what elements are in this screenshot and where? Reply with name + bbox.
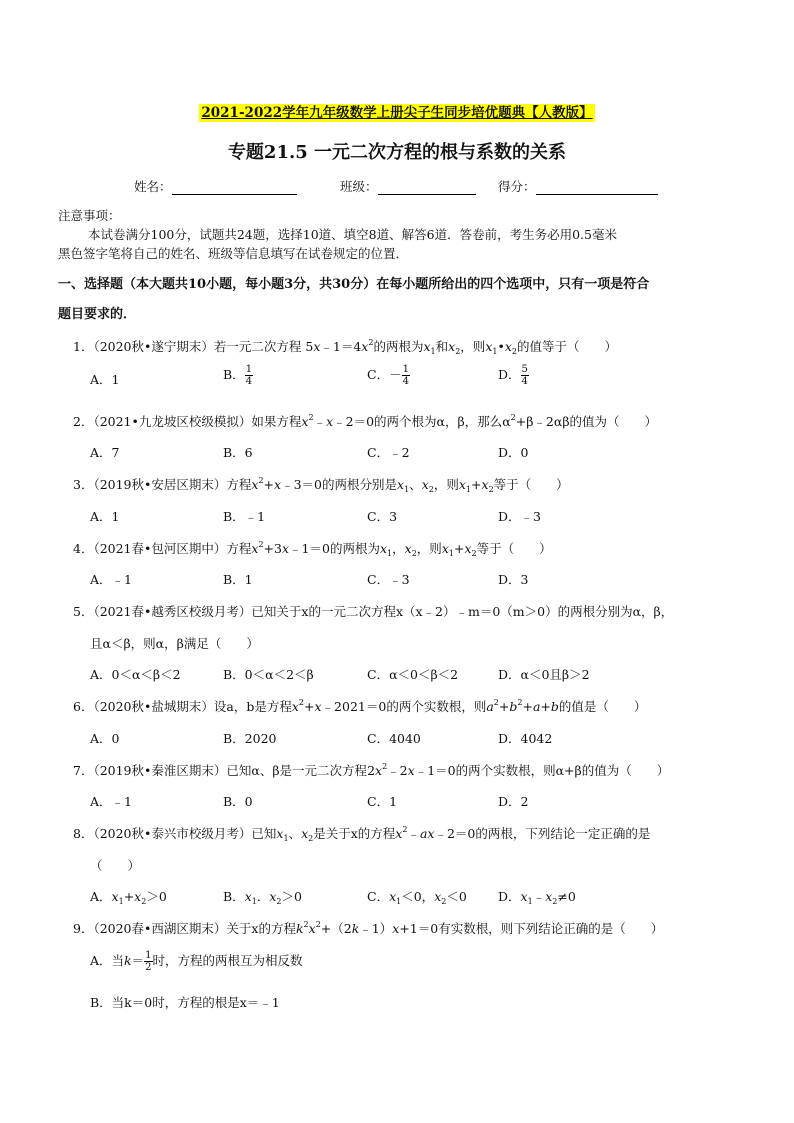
option-b[interactable]: B．2020 [223,731,277,746]
option-a[interactable]: A．0 [90,731,120,746]
option-c[interactable]: C．α＜0＜β＜2 [367,667,459,682]
question-3-options [90,507,750,527]
section-line-2: 题目要求的． [58,307,137,322]
option-a[interactable]: A．﹣1 [90,794,132,809]
section-line-1: 一、选择题（本大题共10小题，每小题3分，共30分）在每小题所给出的四个选项中，只有一项是符合 [58,277,650,292]
question-1: 1．（2020秋•遂宁期末）若一元二次方程 $5x﹣1=4x^2$的两根为$x_1$和$x_2$，则$x_1•x_2$的值等于（ ） [73,338,618,356]
question-8: 8．（2020秋•泰兴市校级月考）已知$x_1$、$x_2$是关于x的方程$x^2﹣ax﹣2=0$的两根，下列结论一定正确的是 [73,825,651,843]
question-9-option-a[interactable]: A．当k＝ $\frac{1}{2}$ 时，方程的两根互为相反数 [90,950,303,973]
option-c[interactable]: C．4040 [367,731,421,746]
option-c[interactable]: C．3 [367,509,398,524]
option-a[interactable]: A．7 [90,445,120,460]
name-label: 姓名： [134,179,172,194]
option-a[interactable]: A．﹣1 [90,572,132,587]
option-c[interactable]: C．﹣3 [367,572,410,587]
question-5-options [90,665,750,685]
option-d[interactable]: D．2 [498,794,529,809]
option-d[interactable]: D．4042 [498,731,553,746]
question-5-line-2: 且α＜β，则α，β满足（ ） [90,636,259,651]
question-8-options [90,887,750,907]
option-b[interactable]: B．1 [223,572,253,587]
option-b[interactable]: B． $\frac{1}{4}$ [223,364,253,387]
option-d[interactable]: D．﹣3 [498,509,541,524]
option-b[interactable]: B．$x_1$．$x_2>0$ [223,889,302,906]
name-field[interactable] [134,177,297,195]
option-d[interactable]: D． $\frac{5}{4}$ [498,364,528,387]
class-blank[interactable] [378,180,476,195]
notice-line-1: 本试卷满分100分，试题共24题，选择10道、填空8道、解答6道．答卷前，考生务必用0.5毫米 [88,227,617,242]
question-6-options [90,729,750,749]
question-4-options [90,570,750,590]
document-header [0,101,794,121]
question-8-line-2: （ ） [90,858,141,873]
option-d[interactable]: D．$x_1﹣x_2\ne 0$ [498,889,576,906]
section-heading [58,270,748,330]
equation: $5x﹣1=4x^2$ [305,338,374,354]
option-c[interactable]: C．－ $\frac{1}{4}$ [367,364,409,387]
option-a[interactable]: A．$x_1+x_2>0$ [90,889,167,906]
score-label: 得分： [498,179,536,194]
option-d[interactable]: D．α＜0且β＞2 [498,667,590,682]
option-d[interactable]: D．0 [498,445,529,460]
notice-heading: 注意事项： [58,208,121,223]
class-field[interactable] [340,177,476,195]
question-2: 2．（2021•九龙坡区校级模拟）如果方程$x^2﹣x﹣2=0$的两个根为α，β，那么$\alpha^2+\beta﹣2\alpha\beta$的值为（ ） [73,413,658,429]
score-blank[interactable] [536,180,658,195]
question-3: 3．（2019秋•安居区期末）方程$x^2+x﹣3=0$的两根分别是$x_1$、$x_2$，则$x_1+x_2$等于（ ） [73,476,569,494]
option-b[interactable]: B．0 [223,794,253,809]
score-field[interactable] [498,177,658,195]
class-label: 班级： [340,179,378,194]
option-d[interactable]: D．3 [498,572,529,587]
option-b[interactable]: B．0＜α＜2＜β [223,667,314,682]
notice-line-2: 黑色签字笔将自己的姓名、班级等信息填写在试卷规定的位置． [58,246,409,261]
option-a[interactable]: A．1 [90,509,120,524]
question-7-options [90,792,750,812]
question-9-option-b[interactable]: B．当k＝0时，方程的根是x＝﹣1 [90,995,280,1010]
option-b[interactable]: B．6 [223,445,253,460]
question-5: 5．（2021春•越秀区校级月考）已知关于x的一元二次方程x（x﹣2）﹣m＝0（m＞0）的两根分别为α，β， [73,604,674,619]
option-c[interactable]: C．$x_1<0$，$x_2<0$ [367,889,467,906]
question-6: 6．（2020秋•盐城期末）设a，b是方程$x^2+x﹣2021=0$的两个实数根，则$a^2+b^2+a+b$的值是（ ） [73,698,647,714]
question-7: 7．（2019秋•秦淮区期末）已知α、β是一元二次方程$2x^2﹣2x﹣1=0$的两个实数根，则α+β的值为（ ） [73,762,670,778]
page-title: 专题21.5 一元二次方程的根与系数的关系 [227,142,567,163]
option-a[interactable]: A．0＜α＜β＜2 [90,667,181,682]
question-2-options [90,443,750,463]
option-a[interactable]: A．1 [90,372,120,387]
header-banner: 2021-2022学年九年级数学上册尖子生同步培优题典【人教版】 [201,105,593,121]
question-9: 9．（2020春•西湖区期末）关于x的方程$k^2x^2+(2k﹣1)x+1=0$有实数根，则下列结论正确的是（ ） [73,920,664,936]
option-b[interactable]: B．﹣1 [223,509,266,524]
notice-block [58,206,748,263]
option-c[interactable]: C．1 [367,794,398,809]
name-blank[interactable] [172,180,297,195]
question-4: 4．（2021春•包河区期中）方程$x^2+3x﹣1=0$的两根为$x_1$，$x_2$，则$x_1+x_2$等于（ ） [73,540,552,558]
option-c[interactable]: C．﹣2 [367,445,410,460]
question-1-options [90,364,750,390]
